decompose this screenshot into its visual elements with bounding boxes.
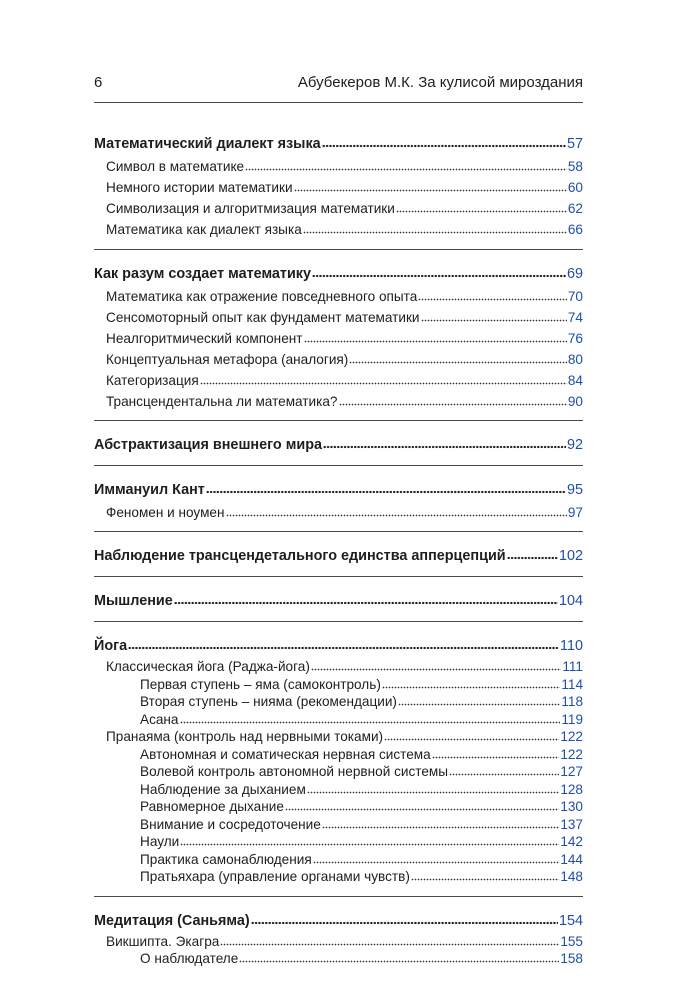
entry-page-number[interactable]: 95 (566, 482, 583, 498)
toc-section (94, 120, 583, 250)
entry-title: Мышление (94, 593, 173, 609)
dot-leader (311, 659, 561, 671)
toc-subentry[interactable] (94, 307, 583, 328)
entry-page-number[interactable]: 155 (560, 933, 583, 949)
entry-page-number[interactable]: 142 (560, 834, 583, 849)
header-rule (94, 102, 583, 103)
dot-leader (313, 852, 560, 864)
page-header (94, 74, 583, 96)
entry-page-number[interactable]: 118 (561, 694, 583, 709)
entry-title: Символизация и алгоритмизация математики (106, 201, 395, 216)
toc-subentry[interactable] (94, 816, 583, 834)
toc-subentry[interactable] (94, 833, 583, 851)
toc-subentry[interactable] (94, 658, 583, 676)
toc-subentry[interactable] (94, 156, 583, 177)
entry-title: Викшипта. Экагра (106, 933, 220, 949)
entry-title: Феномен и ноумен (106, 505, 225, 520)
toc-subentry[interactable] (94, 286, 583, 307)
dot-leader (206, 482, 566, 494)
toc-subentry[interactable] (94, 798, 583, 816)
entry-page-number[interactable]: 158 (560, 951, 583, 966)
toc-section (94, 421, 583, 466)
toc-subentry[interactable] (94, 349, 583, 370)
dot-leader (322, 136, 566, 148)
entry-title: Наблюдение трансцендетального единства апперцепций (94, 548, 506, 564)
entry-title: Математика как отражение повседневного опыта (106, 289, 418, 304)
entry-title: Практика самонаблюдения (140, 851, 312, 867)
entry-page-number[interactable]: 130 (560, 799, 583, 814)
toc-chapter-entry[interactable] (94, 262, 583, 286)
entry-page-number[interactable]: 104 (558, 593, 583, 609)
dot-leader (507, 548, 558, 560)
entry-page-number[interactable]: 70 (567, 289, 583, 304)
toc-subentry[interactable] (94, 370, 583, 391)
entry-page-number[interactable]: 144 (560, 851, 583, 867)
dot-leader (245, 159, 567, 171)
toc-chapter-entry[interactable] (94, 478, 583, 502)
entry-title: Автономная и соматическая нервная система (140, 746, 431, 762)
entry-title: Концептуальная метафора (аналогия) (106, 352, 349, 367)
entry-title: Абстрактизация внешнего мира (94, 437, 323, 453)
entry-title: Неалгоритмический компонент (106, 331, 303, 346)
dot-leader (322, 817, 559, 829)
entry-page-number[interactable]: 102 (558, 548, 583, 564)
entry-title: Асана (140, 711, 179, 727)
entry-title: Математика как диалект языка (106, 222, 302, 237)
toc-chapter-entry[interactable] (94, 634, 583, 658)
entry-page-number[interactable]: 119 (561, 711, 583, 727)
dot-leader (128, 638, 559, 650)
toc-subentry[interactable] (94, 676, 583, 694)
page-number: 6 (94, 74, 103, 91)
dot-leader (398, 694, 560, 706)
dot-leader (339, 394, 567, 406)
table-of-contents (94, 120, 583, 968)
running-title: Абубекеров М.К. За кулисой мироздания (297, 74, 583, 91)
toc-chapter-entry[interactable] (94, 132, 583, 156)
dot-leader (174, 593, 558, 605)
dot-leader (411, 869, 559, 881)
toc-subentry[interactable] (94, 728, 583, 746)
entry-page-number[interactable]: 62 (567, 201, 583, 216)
toc-section (94, 622, 583, 897)
entry-page-number[interactable]: 90 (567, 394, 583, 409)
entry-title: Символ в математике (106, 159, 245, 174)
entry-page-number[interactable]: 122 (560, 746, 583, 762)
dot-leader (312, 266, 566, 278)
entry-page-number[interactable]: 122 (560, 729, 583, 744)
dot-leader (251, 912, 558, 924)
entry-title: Как разум создает математику (94, 266, 312, 282)
entry-title: Немного истории математики (106, 180, 293, 195)
dot-leader (180, 712, 561, 724)
entry-page-number[interactable]: 92 (566, 437, 583, 453)
dot-leader (421, 310, 567, 322)
entry-title: Наблюдение за дыханием (140, 781, 306, 797)
entry-title: Равномерное дыхание (140, 799, 284, 814)
toc-subentry[interactable] (94, 177, 583, 198)
entry-page-number[interactable]: 137 (560, 816, 583, 832)
entry-page-number[interactable]: 58 (567, 159, 583, 174)
entry-page-number[interactable]: 128 (560, 781, 583, 797)
entry-page-number[interactable]: 148 (560, 869, 583, 884)
toc-subentry[interactable] (94, 763, 583, 781)
dot-leader (304, 331, 567, 343)
entry-title: Иммануил Кант (94, 482, 205, 498)
dot-leader (285, 799, 559, 811)
entry-page-number[interactable]: 76 (567, 331, 583, 346)
entry-title: Классическая йога (Раджа-йога) (106, 659, 310, 674)
entry-title: Медитация (Саньяма) (94, 912, 250, 929)
entry-page-number[interactable]: 60 (567, 180, 583, 195)
dot-leader (349, 352, 567, 364)
entry-page-number[interactable]: 97 (567, 505, 583, 520)
toc-chapter-entry[interactable] (94, 544, 583, 568)
entry-title: Первая ступень – яма (самоконтроль) (140, 676, 381, 692)
entry-page-number[interactable]: 69 (566, 266, 583, 282)
dot-leader (396, 201, 567, 213)
entry-title: Йога (94, 638, 128, 654)
toc-subentry[interactable] (94, 219, 583, 240)
toc-chapter-entry[interactable] (94, 589, 583, 613)
toc-subentry[interactable] (94, 933, 583, 951)
entry-title: Вторая ступень – нияма (рекомендации) (140, 694, 397, 709)
dot-leader (180, 834, 559, 846)
toc-subentry[interactable] (94, 711, 583, 729)
dot-leader (303, 222, 567, 234)
toc-chapter-entry[interactable] (94, 433, 583, 457)
entry-title: Трансцендентальна ли математика? (106, 394, 338, 409)
entry-page-number[interactable]: 84 (567, 373, 583, 388)
toc-subentry[interactable] (94, 328, 583, 349)
toc-subentry[interactable] (94, 868, 583, 886)
entry-title: Наули (140, 834, 180, 849)
entry-title: Волевой контроль автономной нервной системы (140, 764, 449, 779)
toc-subentry[interactable] (94, 391, 583, 412)
toc-subentry[interactable] (94, 198, 583, 219)
entry-page-number[interactable]: 114 (561, 676, 583, 692)
entry-page-number[interactable]: 74 (567, 310, 583, 325)
toc-subentry[interactable] (94, 781, 583, 799)
entry-page-number[interactable]: 66 (567, 222, 583, 237)
toc-subentry[interactable] (94, 502, 583, 523)
dot-leader (432, 747, 560, 759)
dot-leader (449, 764, 559, 776)
dot-leader (226, 505, 567, 517)
entry-title: Внимание и сосредоточение (140, 816, 321, 832)
entry-page-number[interactable]: 127 (560, 764, 583, 779)
dot-leader (307, 782, 560, 794)
entry-title: Сенсомоторный опыт как фундамент математики (106, 310, 420, 325)
entry-page-number[interactable]: 154 (558, 912, 583, 929)
toc-section (94, 466, 583, 532)
entry-title: Математический диалект языка (94, 136, 321, 152)
dot-leader (384, 729, 559, 741)
toc-subentry[interactable] (94, 950, 583, 968)
toc-subentry[interactable] (94, 851, 583, 869)
dot-leader (220, 934, 559, 946)
entry-title: Пранаяма (контроль над нервными токами) (106, 729, 384, 744)
toc-chapter-entry[interactable] (94, 909, 583, 933)
entry-title: О наблюдателе (140, 951, 239, 966)
toc-section (94, 897, 583, 968)
entry-title: Пратьяхара (управление органами чувств) (140, 869, 410, 884)
entry-page-number[interactable]: 57 (566, 136, 583, 152)
toc-subentry[interactable] (94, 693, 583, 711)
dot-leader (294, 180, 567, 192)
toc-subentry[interactable] (94, 746, 583, 764)
toc-section (94, 577, 583, 622)
dot-leader (418, 289, 567, 301)
entry-page-number[interactable]: 110 (560, 638, 583, 654)
toc-section (94, 532, 583, 577)
toc-section (94, 250, 583, 421)
dot-leader (239, 951, 559, 963)
dot-leader (323, 437, 566, 449)
dot-leader (382, 677, 560, 689)
entry-page-number[interactable]: 111 (562, 659, 583, 674)
entry-page-number[interactable]: 80 (567, 352, 583, 367)
dot-leader (200, 373, 567, 385)
entry-title: Категоризация (106, 373, 199, 388)
